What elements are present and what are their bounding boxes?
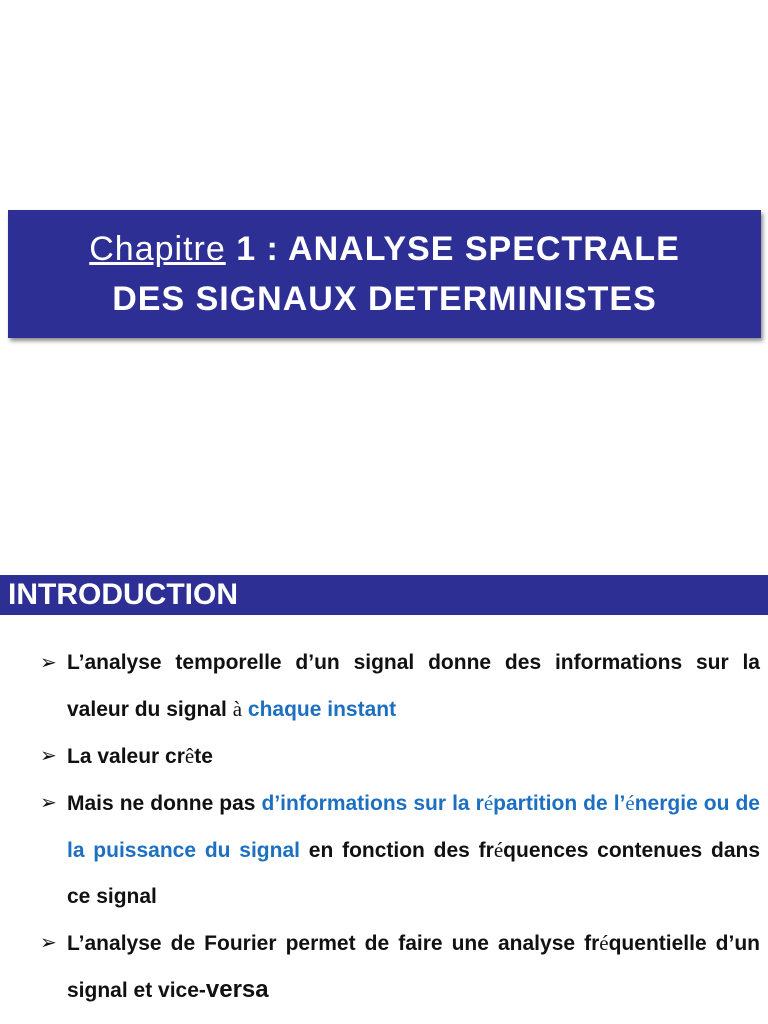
bullet-item-1 (40, 640, 760, 733)
bullet-4-text: L’analyse de Fourier permet de faire une analyse fr (67, 932, 600, 955)
bullet-2-text: La valeur cr (67, 745, 185, 768)
chapter-title-line-2: DES SIGNAUX DETERMINISTES (112, 280, 657, 318)
bullet-1-highlight: chaque instant (247, 698, 397, 721)
bullet-3-text: Mais ne donne pas (67, 792, 262, 815)
chapter-title-line-1 (8, 224, 761, 274)
bullet-3-text-c: quences contenues dans ce signal (67, 839, 761, 908)
bullet-2-accent-char: ê (184, 744, 195, 768)
bullet-item-4 (40, 920, 760, 1014)
bullet-3-highlight-a: d’informations sur la r (261, 792, 484, 815)
arrow-bullet-icon: ➢ (40, 932, 57, 954)
bullet-3-accent-char-c: é (493, 838, 504, 862)
bullet-3-highlight-c: nergie ou de la puissance du signal (67, 792, 760, 862)
bullet-3-text-b: en fonction des fr (299, 839, 494, 862)
bullet-3-highlight-b: partition de l’ (493, 792, 626, 815)
bullet-item-3 (40, 780, 760, 920)
bullet-3-accent-char-a: é (483, 791, 494, 815)
chapter-title-banner (8, 210, 761, 338)
bullet-list (40, 640, 760, 1014)
bullet-1-text: L’analyse temporelle d’un signal donne des informations sur la valeur du signal (67, 651, 760, 721)
chapter-label: Chapitre (89, 230, 226, 268)
bullet-3-accent-char-b: é (625, 791, 635, 815)
bullet-4-accent-char: é (599, 931, 609, 955)
bullet-1-accent-char: à (232, 697, 243, 721)
arrow-bullet-icon: ➢ (40, 652, 57, 674)
bullet-4-text-end: versa (205, 976, 269, 1003)
arrow-bullet-icon: ➢ (40, 792, 57, 814)
arrow-bullet-icon: ➢ (40, 745, 57, 767)
section-heading-introduction: INTRODUCTION (0, 575, 768, 615)
chapter-title-rest: 1 : ANALYSE SPECTRALE (225, 230, 680, 268)
bullet-item-2 (40, 733, 760, 780)
bullet-4-text-b: quentielle d’un signal et vice- (67, 932, 760, 1002)
bullet-2-text-end: te (194, 745, 213, 768)
